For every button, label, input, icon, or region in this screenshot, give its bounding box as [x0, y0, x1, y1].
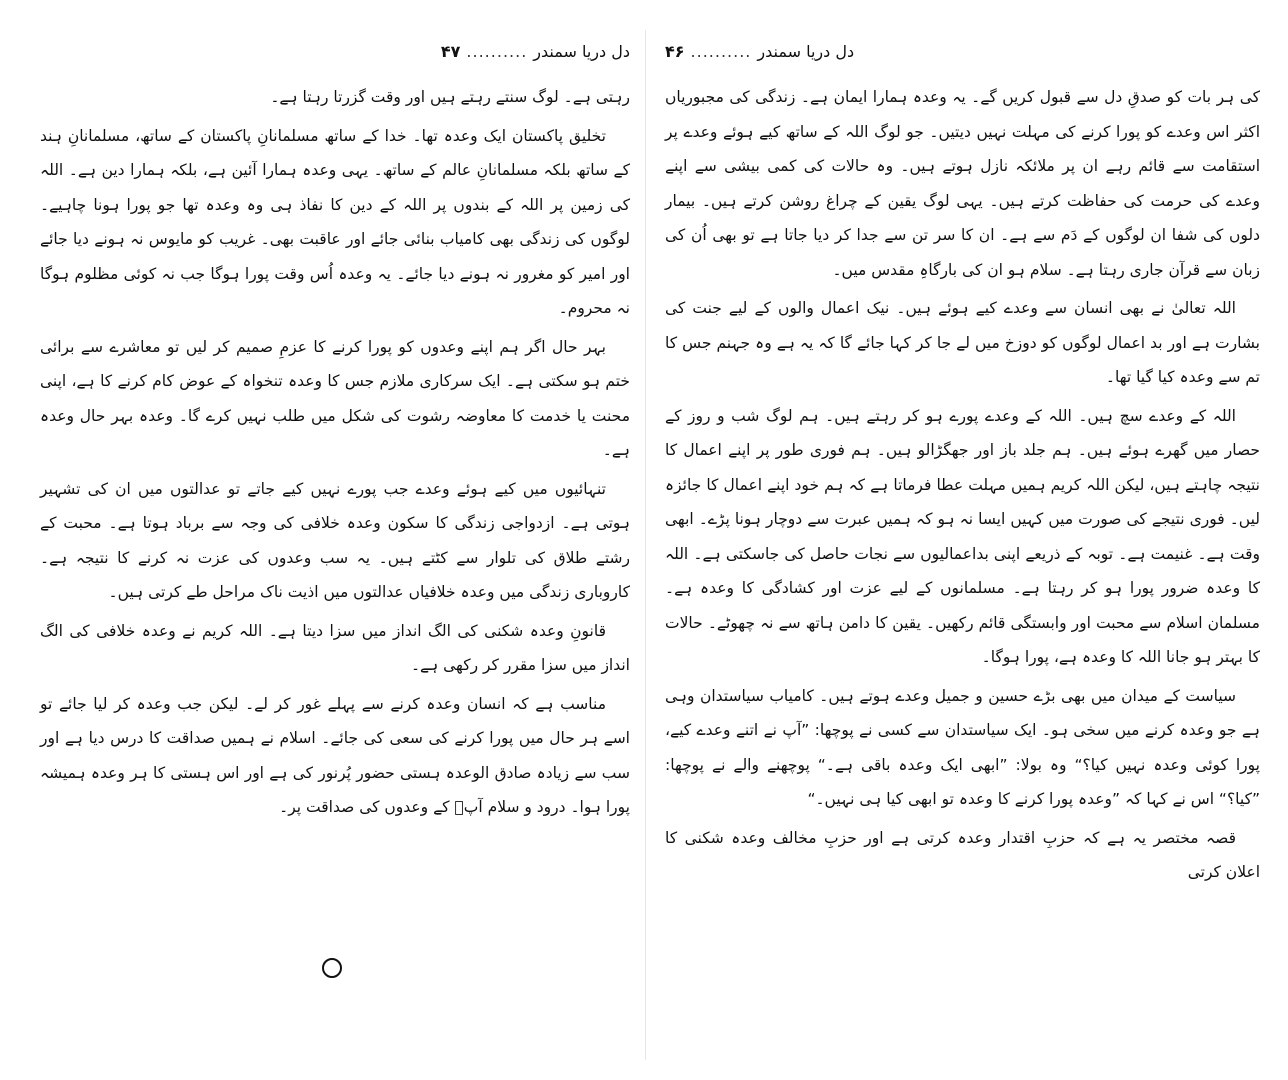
page-46	[665, 40, 1260, 1050]
paragraph: سیاست کے میدان میں بھی بڑے حسین و جمیل وعدے ہوتے ہیں۔ کامیاب سیاستدان وہی ہے جو وعدہ کرنے میں سخی ہو۔ ایک سیاستدان سے کسی نے پوچھا: ”آپ نے اتنے وعدے کیے، پورا کوئی وعدہ نہیں کیا؟“ وہ بولا: ”ابھی ایک وعدہ باقی ہے۔“ پوچھنے والے نے پوچھا: ”کیا؟“ اس نے کہا کہ ”وعدہ پورا کرنے کا وعدہ تو ابھی کیا ہی نہیں۔“	[665, 686, 1260, 808]
circle-mark-icon	[322, 958, 342, 978]
header-dots: ..........	[690, 42, 752, 61]
paragraph: تخلیق پاکستان ایک وعدہ تھا۔ خدا کے ساتھ مسلمانانِ پاکستان کے ساتھ، مسلمانانِ ہند کے ساتھ بلکہ مسلمانانِ عالم کے ساتھ۔ یہی وعدہ ہمارا آئین ہے، بلکہ ہمارا دین ہے۔ اللہ کی زمین پر اللہ کے بندوں پر اللہ کے دین کا نفاذ ہی وہ وعدہ تھا جو پورا ہونا چاہیے۔ لوگوں کی زندگی بھی کامیاب بنائی جائے اور عاقبت بھی۔ غریب کو مایوس نہ ہونے دیا جائے اور امیر کو مغرور نہ ہونے دیا جائے۔ یہ وعدہ اُس وقت پورا ہوگا جب نہ کوئی مظلوم ہوگا نہ محروم۔	[40, 126, 630, 317]
paragraph: اللہ کے وعدے سچ ہیں۔ اللہ کے وعدے پورے ہو کر رہتے ہیں۔ ہم لوگ شب و روز کے حصار میں گھرے ہوئے ہیں۔ ہم جلد باز اور جھگڑالو ہیں۔ ہم فوری طور پر اپنے اعمال کا نتیجہ چاہتے ہیں، لیکن اللہ کریم ہمیں مہلت عطا فرماتا ہے کہ ہم خود اپنے اعمال کا جائزہ لیں۔ فوری نتیجے کی صورت میں کہیں ایسا نہ ہو کہ ہمیں عبرت سے دوچار ہونا پڑے۔ ابھی وقت ہے۔ غنیمت ہے۔ توبہ کے ذریعے اپنی بداعمالیوں سے نجات حاصل کی جاسکتی ہے۔ اللہ کا وعدہ ضرور پورا ہو کر رہتا ہے۔ مسلمانوں کے لیے عزت اور کشادگی کا وعدہ ہے۔ مسلمان اسلام سے محبت اور وابستگی قائم رکھیں۔ یقین کا دامن ہاتھ سے نہ چھوٹے۔ حالات کا بہتر ہو جانا اللہ کا وعدہ ہے، پورا ہوگا۔	[665, 406, 1260, 666]
page-number: ۴۷	[440, 42, 461, 61]
book-title: دل دریا سمندر	[757, 42, 855, 61]
page-body	[40, 80, 630, 825]
running-header	[40, 40, 630, 70]
page-47	[40, 40, 630, 1050]
paragraph: تنہائیوں میں کیے ہوئے وعدے جب پورے نہیں کیے جاتے تو عدالتوں میں ان کی تشہیر ہوتی ہے۔ ازدواجی زندگی کا سکون وعدہ خلافی کی وجہ سے برباد ہوتا ہے۔ محبت کے رشتے طلاق کی تلوار سے کٹتے ہیں۔ یہ سب وعدوں کی عزت نہ کرنے کا نتیجہ ہے۔ کاروباری زندگی میں وعدہ خلافیاں عدالتوں میں اذیت ناک مراحل طے کرتی ہیں۔	[40, 479, 630, 601]
paragraph: اللہ تعالیٰ نے بھی انسان سے وعدے کیے ہوئے ہیں۔ نیک اعمال والوں کے لیے جنت کی بشارت ہے اور بد اعمال لوگوں کو دوزخ میں لے جا کر کہا جائے گا کہ یہ ہے وہ جہنم جس کا تم سے وعدہ کیا گیا تھا۔	[665, 299, 1260, 386]
book-title: دل دریا سمندر	[533, 42, 630, 61]
paragraph: قانونِ وعدہ شکنی کی الگ انداز میں سزا دیتا ہے۔ اللہ کریم نے وعدہ خلافی کی الگ انداز میں سزا مقرر کر رکھی ہے۔	[40, 621, 630, 674]
paragraph: کی ہر بات کو صدقِ دل سے قبول کریں گے۔ یہ وعدہ ہمارا ایمان ہے۔ زندگی کی مجبوریاں اکثر اس وعدے کو پورا کرنے کی مہلت نہیں دیتیں۔ جو لوگ اللہ کے ساتھ کیے ہوئے وعدے پر استقامت سے قائم رہے ان پر ملائکہ نازل ہوتے ہیں۔ وہ حالات کی کمی بیشی سے اپنے وعدے کی حرمت کی حفاظت کرتے ہیں۔ یہی لوگ یقین کے چراغ روشن کرتے ہیں۔ بیمار دلوں کی شفا ان لوگوں کے دَم سے ہے۔ ان کا سر تن سے جدا کر دیا جاتا ہے تو بھی اُن کی زبان سے قرآن جاری رہتا ہے۔ سلام ہو ان کی بارگاہِ مقدس میں۔	[665, 88, 1260, 279]
paragraph: رہتی ہے۔ لوگ سنتے رہتے ہیں اور وقت گزرتا رہتا ہے۔	[270, 88, 630, 106]
header-dots: ..........	[466, 42, 528, 61]
paragraph: مناسب ہے کہ انسان وعدہ کرنے سے پہلے غور کر لے۔ لیکن جب وعدہ کر لیا جائے تو اسے ہر حال میں پورا کرنے کی سعی کی جائے۔ اسلام نے ہمیں صداقت کا درس دیا ہے اور سب سے زیادہ صادق الوعدہ ہستی حضور پُرنور کی ہے اور اس ہستی کا ہر وعدہ ہمیشہ پورا ہوا۔ درود و سلام آپؐ کے وعدوں کی صداقت پر۔	[40, 694, 630, 816]
page-number: ۴۶	[665, 42, 685, 61]
page-gutter	[645, 30, 646, 1060]
running-header	[665, 40, 1260, 70]
paragraph: بہر حال اگر ہم اپنے وعدوں کو پورا کرنے کا عزمِ صمیم کر لیں تو معاشرے سے برائی ختم ہو سکتی ہے۔ ایک سرکاری ملازم جس کا وعدہ تنخواہ کے عوض کام کرنے کا ہے، اپنی محنت یا خدمت کا معاوضہ رشوت کی شکل میں طلب نہیں کرے گا۔ وعدہ بہر حال وعدہ ہے۔	[40, 337, 630, 459]
page-body	[665, 80, 1260, 890]
paragraph: قصہ مختصر یہ ہے کہ حزبِ اقتدار وعدہ کرتی ہے اور حزبِ مخالف وعدہ شکنی کا اعلان کرتی	[665, 828, 1260, 881]
